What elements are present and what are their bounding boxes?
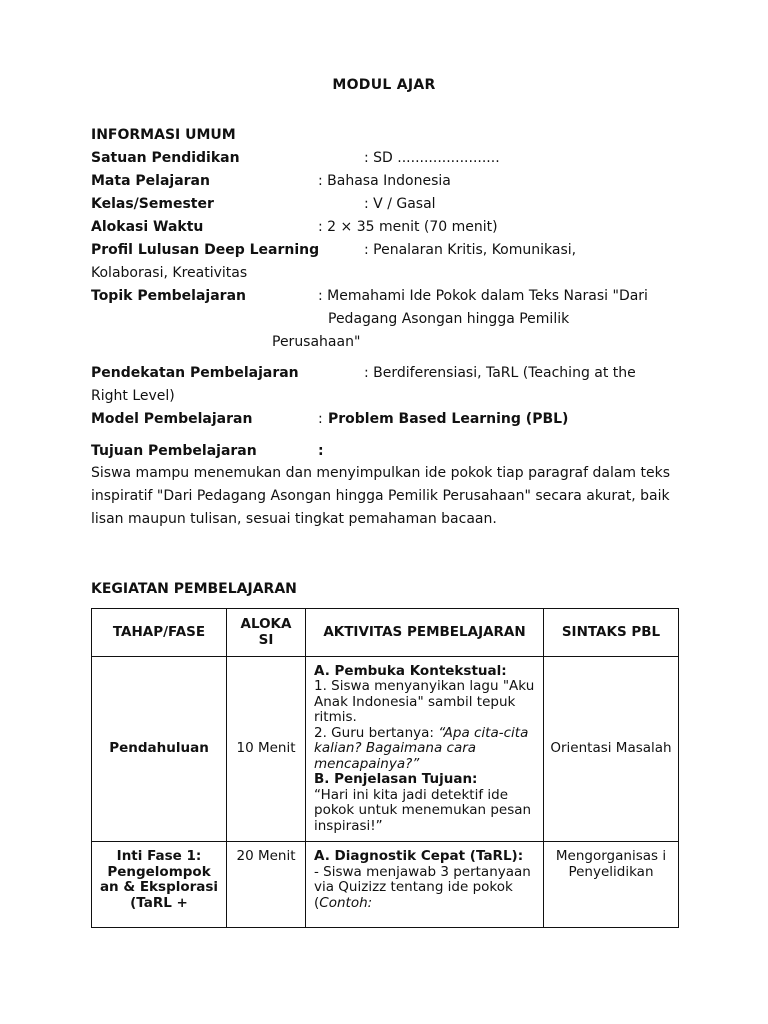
document-title: MODUL AJAR	[332, 77, 436, 93]
tujuan-label: Tujuan Pembelajaran	[91, 443, 257, 459]
topik-value: : Memahami Ide Pokok dalam Teks Narasi "Dari	[318, 288, 648, 304]
info-heading: INFORMASI UMUM	[91, 127, 236, 143]
aktivitas-a2-question: “Apa cita-cita kalian? Bagaimana cara mencapainya?”	[314, 724, 529, 772]
aktivitas-b1: “Hari ini kita jadi detektif ide pokok untuk menemukan pesan inspirasi!”	[314, 786, 532, 834]
profil-value: : Penalaran Kritis, Komunikasi,	[364, 242, 577, 258]
aktivitas-a2-prefix: 2. Guru bertanya:	[314, 724, 439, 741]
satuan-label: Satuan Pendidikan	[91, 150, 240, 166]
table-row	[92, 657, 679, 842]
table-row	[92, 842, 679, 928]
aktivitas-a1-example: Contoh:	[319, 894, 373, 911]
aktivitas-a1-prefix: - Siswa menjawab 3 pertanyaan via Quizizz tentang ide pokok (	[314, 863, 531, 911]
pendekatan-label: Pendekatan Pembelajaran	[91, 365, 299, 381]
row-aktivitas	[306, 657, 544, 842]
aktivitas-a1: 1. Siswa menyanyikan lagu "Aku Anak Indonesia" sambil tepuk ritmis.	[314, 678, 535, 726]
header-sintaks: SINTAKS PBL	[544, 609, 679, 657]
profil-value-cont: Kolaborasi, Kreativitas	[91, 265, 248, 281]
kegiatan-heading: KEGIATAN PEMBELAJARAN	[91, 581, 297, 597]
tujuan-colon: :	[318, 443, 324, 459]
aktivitas-a-title: A. Diagnostik Cepat (TaRL):	[314, 848, 524, 864]
row-tahap: Inti Fase 1: Pengelompok an & Eksplorasi (TaRL +	[92, 842, 227, 928]
header-alokasi: ALOKA SI	[227, 609, 306, 657]
tujuan-text: Siswa mampu menemukan dan menyimpulkan ide pokok tiap paragraf dalam teks inspiratif "Dari Pedagang Asongan hingga Pemilik Perusahaan" secara akurat, baik lisan maupun tulisan, sesuai tingkat pemahaman bacaan.	[91, 465, 671, 527]
mapel-value: : Bahasa Indonesia	[318, 173, 451, 189]
model-label: Model Pembelajaran	[91, 411, 253, 427]
aktivitas-a2	[314, 726, 535, 773]
aktivitas-b-title: B. Penjelasan Tujuan:	[314, 771, 478, 788]
model-colon: :	[318, 411, 323, 427]
pendekatan-value-cont: Right Level)	[91, 388, 175, 404]
row-tahap: Pendahuluan	[92, 657, 227, 842]
mapel-label: Mata Pelajaran	[91, 173, 210, 189]
alokasi-label: Alokasi Waktu	[91, 219, 204, 235]
topik-value-line3: Perusahaan"	[272, 334, 361, 350]
header-aktivitas: AKTIVITAS PEMBELAJARAN	[306, 609, 544, 657]
kelas-label: Kelas/Semester	[91, 196, 214, 212]
satuan-value: : SD .......................	[364, 150, 500, 166]
alokasi-value: : 2 × 35 menit (70 menit)	[318, 219, 498, 235]
topik-label: Topik Pembelajaran	[91, 288, 246, 304]
row-aktivitas	[306, 842, 544, 928]
row-alokasi: 10 Menit	[227, 657, 306, 842]
header-tahap: TAHAP/FASE	[92, 609, 227, 657]
row-sintaks: Orientasi Masalah	[544, 657, 679, 842]
pendekatan-value: : Berdiferensiasi, TaRL (Teaching at the	[364, 365, 636, 381]
row-alokasi: 20 Menit	[227, 842, 306, 928]
aktivitas-a1	[314, 865, 535, 912]
model-value: Problem Based Learning (PBL)	[328, 411, 569, 427]
kelas-value: : V / Gasal	[364, 196, 436, 212]
topik-value-line2: Pedagang Asongan hingga Pemilik	[328, 311, 570, 327]
table-header-row	[92, 609, 679, 657]
aktivitas-a-title: A. Pembuka Kontekstual:	[314, 662, 507, 679]
kegiatan-table	[91, 608, 679, 928]
profil-label: Profil Lulusan Deep Learning	[91, 242, 320, 258]
row-sintaks: Mengorganisas i Penyelidikan	[544, 842, 679, 928]
